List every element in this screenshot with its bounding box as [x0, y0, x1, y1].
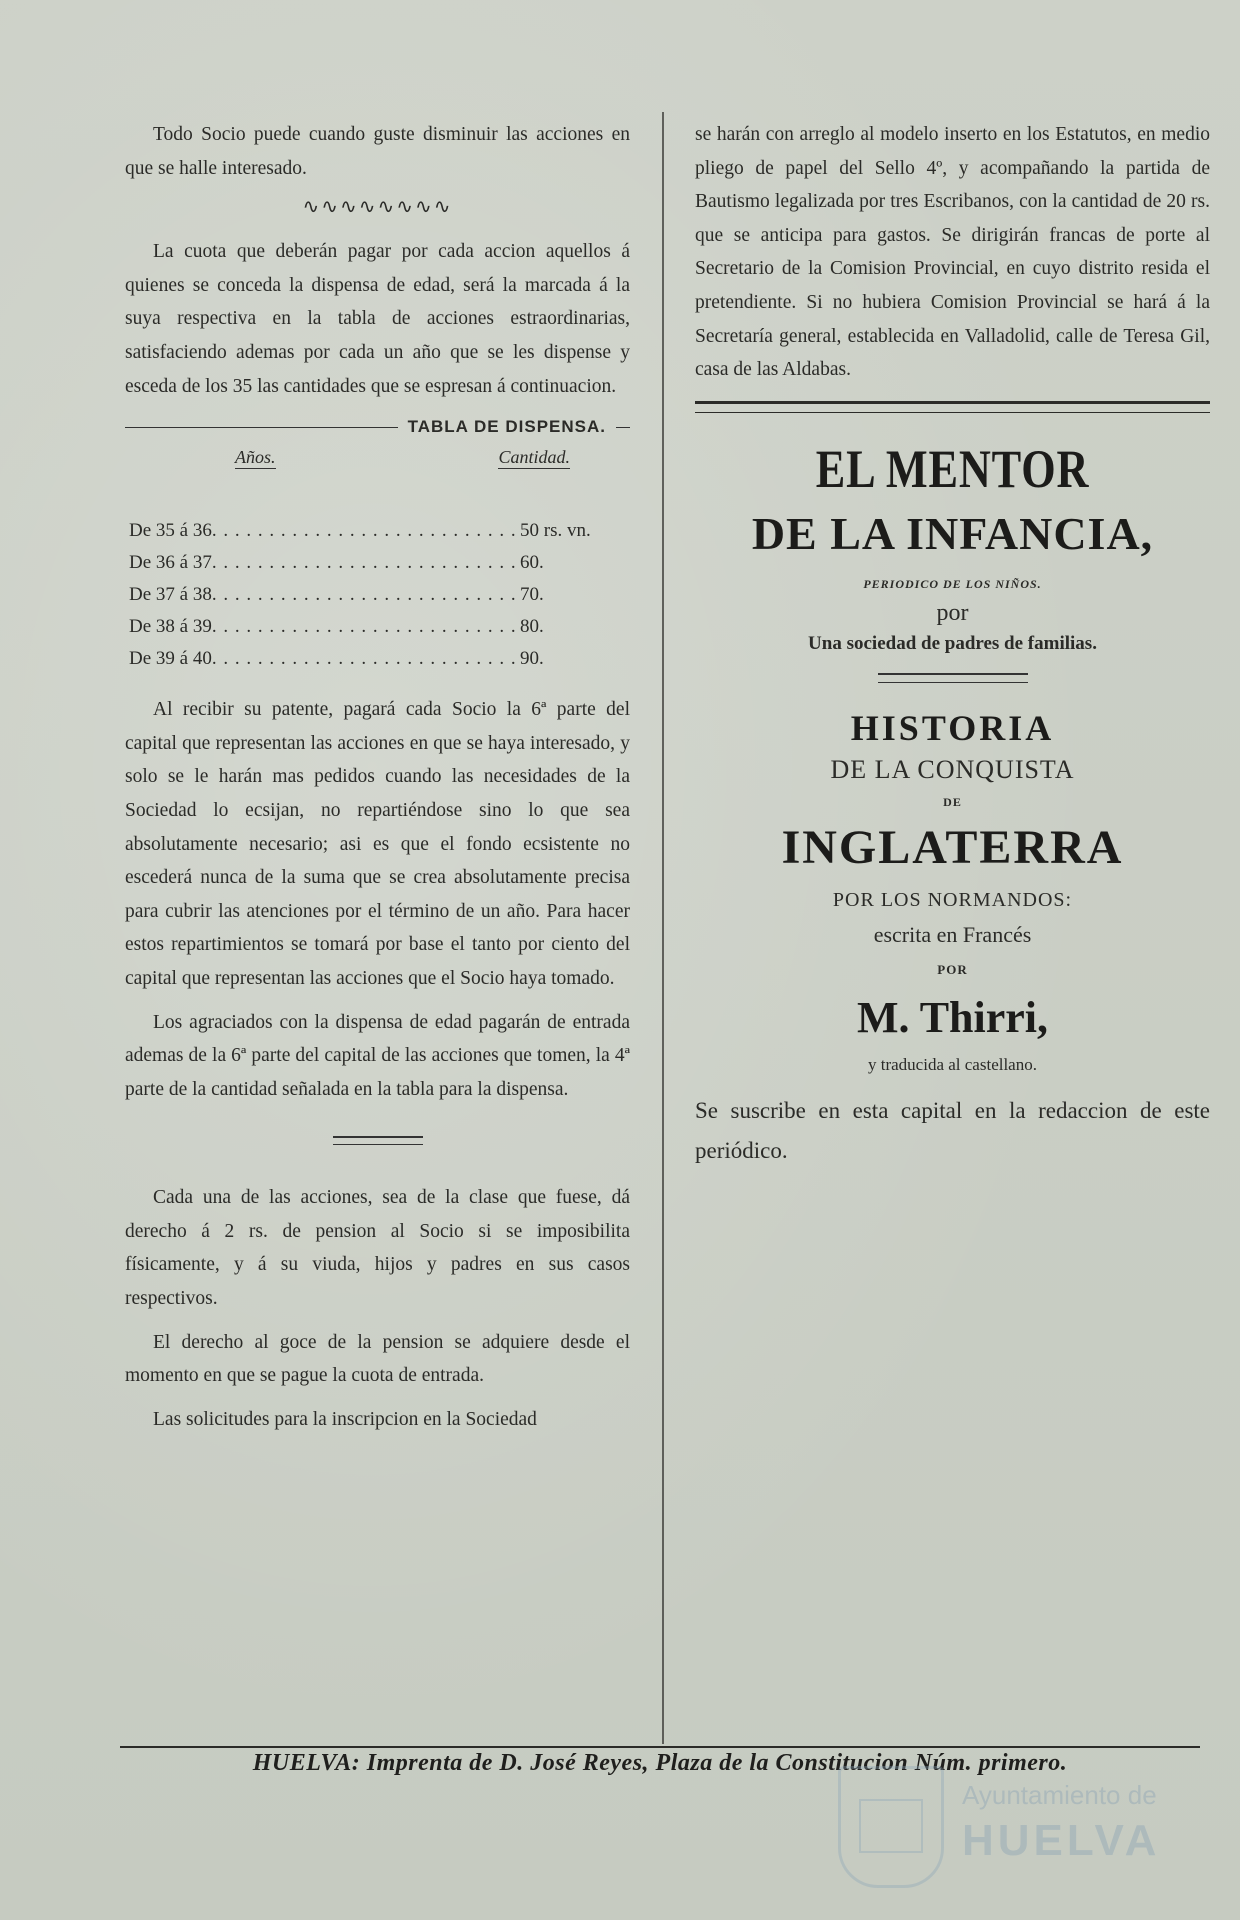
ad-por-author: POR: [937, 961, 968, 977]
column-divider: [662, 112, 664, 1744]
table-row: [125, 611, 630, 643]
row-amount: 50 rs. vn.: [520, 520, 591, 542]
ad-de: DE: [943, 794, 962, 809]
watermark-line1: Ayuntamiento de: [962, 1780, 1157, 1810]
ad-title-infancia: DE LA INFANCIA,: [751, 507, 1154, 559]
paragraph-acciones: Cada una de las acciones, sea de la clase que fuese, dá derecho á 2 rs. de pension al Socio si se imposibilita físicamente, y á su viuda, hijos y padres en sus casos respectivos.: [125, 1187, 630, 1310]
paragraph-patente: Al recibir su patente, pagará cada Socio la 6ª parte del capital que representan las acciones en que se haya interesado, y solo se le harán mas pedidos cuando las necesidades de la Sociedad lo ecsijan, no repartiéndose sino lo que sea absolutamente necesario; asi es que el fondo ecsistente no escederá nunca de la suma que se crea absolutamente precisa para cubrir las atenciones por el término de un año. Para hacer estos repartimientos se tomará por base el tanto por ciento del capital que representan las acciones que el Socio haya tomado.: [125, 699, 630, 989]
table-row: [125, 515, 630, 547]
ad-normandos: POR LOS NORMANDOS:: [832, 888, 1073, 911]
ad-historia: HISTORIA: [850, 707, 1055, 748]
paragraph-solicitudes: Las solicitudes para la inscripcion en la Sociedad: [153, 1408, 537, 1430]
ad-por: por: [936, 599, 969, 626]
row-amount: 80.: [520, 616, 544, 638]
table-title-text: TABLA DE DISPENSA.: [407, 417, 606, 437]
row-years: De 37 á 38: [129, 584, 212, 606]
paragraph-cuota: La cuota que deberán pagar por cada accion aquellos á quienes se conceda la dispensa de edad, será la marcada á la suya respectiva en la tabla de acciones estraordinarias, satisfaciendo ademas por cada un año que se les dispense y esceda de los 35 las cantidades que se espresan á continuacion.: [125, 241, 630, 397]
header-amount: Cantidad.: [498, 447, 570, 468]
row-amount: 60.: [520, 552, 544, 574]
row-years: De 36 á 37: [129, 552, 212, 574]
ad-divider: [878, 673, 1028, 683]
wavy-divider: ∿∿∿∿∿∿∿∿: [302, 196, 453, 219]
coat-of-arms-icon: [838, 1766, 944, 1888]
title-rule-left: [125, 427, 398, 428]
table-header: [125, 447, 630, 469]
table-title: [125, 417, 630, 437]
imprint-rule: [120, 1746, 1200, 1748]
right-column: [695, 118, 1210, 1171]
ad-sociedad: Una sociedad de padres de familias.: [808, 632, 1097, 654]
ad-subtitle: PERIODICO DE LOS NIÑOS.: [863, 576, 1042, 591]
ad-inglaterra: INGLATERRA: [781, 820, 1124, 874]
ad-author: M. Thirri,: [856, 992, 1049, 1042]
row-leader: [212, 579, 520, 611]
row-leader: [212, 547, 520, 579]
row-leader: [212, 515, 520, 547]
table-row: [125, 643, 630, 675]
row-leader: [212, 643, 520, 675]
archive-watermark: [838, 1760, 1168, 1890]
left-column: [125, 118, 630, 1446]
ad-suscribe: Se suscribe en esta capital en la redaccion de este periódico.: [695, 1097, 1210, 1163]
ad-escrita: escrita en Francés: [873, 921, 1032, 947]
row-years: De 38 á 39: [129, 616, 212, 638]
table-row: [125, 547, 630, 579]
paragraph-disminuir: Todo Socio puede cuando guste disminuir las acciones en que se halle interesado.: [125, 124, 630, 179]
row-amount: 90.: [520, 648, 544, 670]
imprint-line: HUELVA: Imprenta de D. José Reyes, Plaza de la Constitucion Núm. primero.: [252, 1750, 1068, 1776]
table-spacer: [125, 475, 630, 515]
row-leader: [212, 611, 520, 643]
table-row: [125, 579, 630, 611]
watermark-line2: HUELVA: [962, 1816, 1161, 1865]
paragraph-modelo: se harán con arreglo al modelo inserto en los Estatutos, en medio pliego de papel del Sello 4º, y acompañando la partida de Bautismo legalizada por tres Escribanos, con la cantidad de 20 rs. que se anticipa para gastos. Se dirigirán francas de porte al Secretario de la Comision Provincial, en cuyo distrito resida el pretendiente. Si no hubiera Comision Provincial se hará á la Secretaría general, establecida en Valladolid, calle de Teresa Gil, casa de las Aldabas.: [695, 124, 1210, 381]
header-years: Años.: [235, 447, 276, 468]
row-years: De 35 á 36: [129, 520, 212, 542]
ad-conquista: DE LA CONQUISTA: [830, 754, 1075, 784]
row-amount: 70.: [520, 584, 544, 606]
ad-traducida: y traducida al castellano.: [868, 1054, 1037, 1074]
paragraph-pension: El derecho al goce de la pension se adquiere desde el momento en que se pague la cuota de entrada.: [125, 1331, 630, 1387]
title-rule-right: [616, 427, 630, 428]
ad-top-rule: [695, 401, 1210, 413]
ad-title-mentor: EL MENTOR: [815, 438, 1090, 499]
row-years: De 39 á 40: [129, 648, 212, 670]
paragraph-agraciados: Los agraciados con la dispensa de edad pagarán de entrada ademas de la 6ª parte del capital de las acciones que tomen, la 4ª parte de la cantidad señalada en la tabla para la dispensa.: [125, 1011, 630, 1100]
section-rule: [333, 1136, 423, 1145]
